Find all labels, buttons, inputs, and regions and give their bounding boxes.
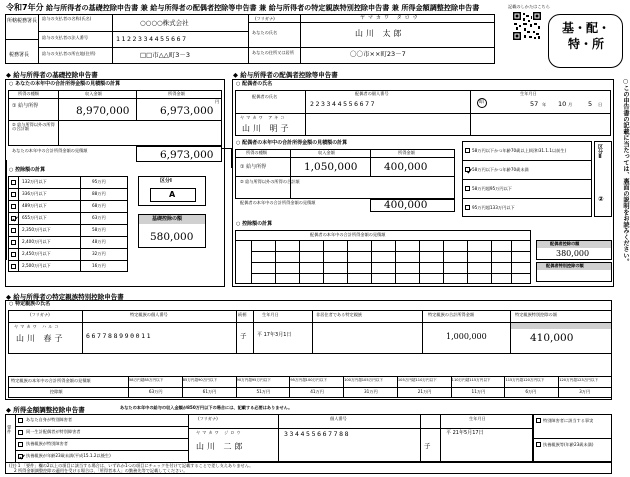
adjust-footnote1: (注) 1 「要件」欄の2以上の項目に該当する場合は、いずれか1つの項目にチェックを付けて記載することで差し支えありません。 — [9, 463, 254, 468]
tax-office-suffix: 税務署長 — [9, 52, 30, 58]
taxpayer-name[interactable]: 山川 太郎 — [355, 29, 405, 38]
relative-table-header: 110万円超115万円以下 — [451, 378, 491, 382]
adjust-right-col2: 扶養親族等(年齢23歳未満) — [543, 442, 594, 447]
basic-bracket-amount: 88万円 — [92, 191, 106, 196]
spouse-deduction-title: ○ 控除額の計算 — [236, 221, 273, 227]
spouse-name-title: ○ 配偶者の氏名 — [236, 81, 273, 87]
spouse-birth-day[interactable]: 5 — [588, 100, 593, 108]
basic-bracket-amount: 32万円 — [92, 251, 106, 256]
relative-table-header: 95万円超100万円以下 — [290, 378, 327, 382]
spouse-name-label: 配偶者の氏名 — [252, 94, 278, 99]
basic-bracket-checkbox[interactable] — [11, 264, 16, 269]
spouse-table-header: 配偶者の本年中の合計所得金額の見積額 — [310, 232, 386, 237]
adjust-option-label: あなた自身が特別障害者 — [26, 417, 73, 422]
spouse-deduction-title-text: 控除額の計算 — [242, 221, 273, 227]
col-revenue: 収入金額 — [85, 91, 102, 96]
adjust-option-checkbox[interactable] — [18, 442, 23, 447]
taxpayer-name-label: あなたの氏名 — [252, 30, 278, 35]
basic-income-title: ○ あなたの本年中の合計所得金額の見積額の計算 — [9, 81, 121, 87]
spouse-deduction-label: 配偶者控除の額 — [550, 241, 580, 246]
qr-code-icon[interactable] — [512, 11, 542, 41]
relative-name[interactable]: 山川 春子 — [16, 334, 66, 343]
payer-name[interactable]: ○○○○株式会社 — [140, 19, 189, 27]
adjust-option-label: 扶養親族が特別障害者 — [26, 441, 68, 446]
adjust-birth-day[interactable]: 17 — [472, 430, 479, 436]
basic-bracket-amount: 63万円 — [92, 215, 106, 220]
form-year: 令和7年分 — [6, 3, 44, 12]
spouse-age-option: 58万円以下かつ年齢70歳以上(昭和31.1.1以前生) — [472, 148, 567, 153]
spouse-age-checkbox[interactable] — [465, 205, 470, 210]
col-income: 所得金額 — [168, 91, 185, 96]
form-title: 給与所得者の基礎控除申告書 兼 給与所得者の配偶者控除等申告書 兼 給与所得者の特定親族特別控除申告書 兼 所得金額調整控除申告書 — [46, 3, 480, 12]
furigana-label: (フリガナ) — [255, 16, 275, 21]
payer-name-label: 給与の支払者の名称(氏名) — [42, 16, 92, 21]
basic-section-title-text: 給与所得者の基礎控除申告書 — [13, 71, 98, 79]
basic-class-value[interactable]: A — [169, 190, 176, 199]
taxpayer-address[interactable]: 〇〇市××町23－7 — [350, 50, 406, 58]
relative-table-header: 100万円超105万円以下 — [344, 378, 383, 382]
spouse-age-checkbox[interactable] — [465, 167, 470, 172]
basic-bracket-label: 2,350万円以下 — [22, 227, 51, 232]
relative-table-amount: 41万円 — [310, 389, 324, 394]
special-disability-checkbox[interactable] — [536, 418, 541, 423]
payer-address[interactable]: □□市△△町3－3 — [140, 51, 191, 59]
payer-number[interactable]: 1122334455667 — [116, 35, 188, 43]
spouse-age-checkbox[interactable] — [465, 148, 470, 153]
spouse-birth-era[interactable]: 昭 — [479, 99, 485, 105]
spouse-class-value[interactable]: ② — [598, 195, 604, 203]
basic-total-label: あなたの本年中の合計所得金額の見積額 — [12, 148, 88, 153]
adjust-option-checkbox[interactable] — [18, 418, 23, 423]
basic-revenue-value[interactable]: 8,970,000 — [76, 105, 130, 117]
row2-label: ② 給与所得以外の所得の合計額 — [12, 122, 55, 132]
relative-table-amount: 61万円 — [202, 389, 217, 394]
basic-bracket-checkbox[interactable] — [11, 192, 16, 197]
adjust-footnote2: 2 所得金額調整控除の適用を受ける場合は、「所得者本人」の勤務先等で記載してください。 — [14, 468, 188, 473]
relative-table-deduction-label: 控除額 — [50, 389, 63, 394]
spouse-total-value[interactable]: 400,000 — [384, 199, 428, 211]
spouse-number[interactable]: 223344556677 — [310, 100, 377, 108]
relative-birth-era[interactable]: 平 — [257, 332, 263, 338]
dependent-under23-checkbox[interactable] — [536, 442, 541, 447]
side-note: ○この申告書の記載に当たっては、裏面の説明をお読みください。 — [622, 78, 629, 265]
basic-bracket-label: 132万円以下 — [22, 179, 47, 184]
spouse-age-option: 95万円超133万円以下 — [472, 205, 515, 210]
relative-table-amount: 6万円 — [525, 389, 537, 394]
basic-deduction-amount[interactable]: 580,000 — [150, 231, 194, 243]
spouse-row1-label: ① 給与所得 — [240, 164, 267, 170]
spouse-income-value[interactable]: 400,000 — [384, 161, 428, 173]
relative-birth-year[interactable]: 17 — [263, 332, 270, 338]
basic-bracket-checkbox[interactable] — [11, 204, 16, 209]
yen-unit: 円 — [215, 99, 220, 104]
taxpayer-address-label: あなたの住所又は居所 — [252, 50, 294, 55]
adjust-note: あなたの本年中の給与の収入金額が850万円以下の場合には、記載する必要はありません。 — [120, 405, 293, 410]
spouse-special-label: 配偶者特別控除の額 — [546, 263, 584, 268]
basic-class-label: 区分Ⅰ — [160, 178, 172, 184]
spouse-row1-label-text: 給与所得 — [246, 164, 267, 170]
payer-number-label: 給与の支払者の法人番号 — [42, 35, 89, 40]
spouse-age-checkbox[interactable] — [465, 186, 470, 191]
adjust-relation[interactable]: 子 — [424, 442, 431, 450]
basic-bracket-checkbox[interactable] — [11, 216, 16, 221]
basic-bracket-label: 336万円以下 — [22, 191, 47, 196]
spouse-income-title: ○ 配偶者の本年中の合計所得金額の見積額の計算 — [236, 140, 348, 146]
relative-table-header: 120万円超123万円以下 — [559, 378, 599, 382]
basic-bracket-amount: 68万円 — [92, 203, 106, 208]
adjust-req-label: 要件 — [7, 425, 13, 434]
basic-deduction-title: ○ 控除額の計算 — [9, 167, 46, 173]
relative-birth-day[interactable]: 1 — [283, 332, 287, 338]
relative-table-amount: 51万円 — [256, 389, 271, 394]
basic-bracket-label: 2,400万円以下 — [22, 239, 51, 244]
relative-table-header: 105万円超110万円以下 — [397, 378, 437, 382]
basic-bracket-amount: 48万円 — [92, 239, 106, 244]
basic-bracket-checkbox[interactable] — [11, 228, 16, 233]
relative-section-title: ◆ 給与所得者の特定親族特別控除申告書 — [6, 293, 124, 301]
spouse-deduction-amount[interactable]: 380,000 — [556, 249, 590, 258]
relative-table-header: 90万円超95万円以下 — [236, 378, 271, 382]
relative-table-amount: 21万円 — [417, 389, 432, 394]
basic-bracket-amount: 95万円 — [92, 179, 106, 184]
spouse-age-option: 58万円以下かつ年齢70歳未満 — [472, 167, 529, 172]
basic-bracket-label: 2,500万円以下 — [22, 263, 51, 268]
relative-table-amount: 63万円 — [148, 389, 163, 394]
relative-name-title: ○ 特定親族の氏名 — [9, 301, 51, 307]
spouse-name-title-text: 配偶者の氏名 — [242, 81, 273, 87]
relative-name-title-text: 特定親族の氏名 — [15, 301, 51, 307]
spouse-name[interactable]: 山川 明子 — [242, 124, 292, 133]
basic-bracket-checkbox[interactable] — [11, 240, 16, 245]
tax-office-label: 所轄税務署長 — [7, 18, 38, 24]
spouse-number-label: 配偶者の個人番号 — [355, 91, 389, 96]
relative-deduction-amount[interactable]: 410,000 — [530, 332, 574, 344]
basic-deduction-label: 基礎控除の額 — [152, 216, 183, 222]
spouse-deduction-table — [235, 230, 531, 284]
row1-label: ① 給与所得 — [12, 103, 39, 109]
spouse-section-title-text: 給与所得者の配偶者控除等申告書 — [240, 71, 338, 79]
basic-income-value[interactable]: 6,973,000 — [160, 105, 214, 117]
basic-bracket-amount: 58万円 — [92, 227, 106, 232]
form-type-stamp-text: 基・配・特・所 — [561, 21, 610, 52]
basic-bracket-amount: 16万円 — [92, 263, 106, 268]
adjust-person-number[interactable]: 334455667788 — [284, 430, 351, 438]
adjust-person-name[interactable]: 山川 二郎 — [196, 442, 246, 451]
adjust-option-checkbox[interactable] — [18, 454, 23, 459]
relative-table-amount: 31万円 — [364, 389, 378, 394]
spouse-birth-month[interactable]: 10 — [558, 100, 567, 108]
basic-total-value[interactable]: 6,973,000 — [160, 149, 214, 161]
row2-label-text: 給与所得以外の所得の合計額 — [12, 122, 55, 132]
adjust-section-title-text: 所得金額調整控除申告書 — [13, 406, 85, 414]
basic-bracket-label: 655万円以下 — [22, 215, 47, 220]
adjust-option-label: 同一生計配偶者が特別障害者 — [26, 429, 81, 434]
spouse-revenue-value[interactable]: 1,050,000 — [304, 161, 358, 173]
relative-number[interactable]: 667788990011 — [86, 332, 153, 340]
relative-table-header: 85万円超90万円以下 — [182, 378, 218, 382]
spouse-age-option: 58万円超95万円以下 — [472, 186, 512, 191]
relative-kana[interactable]: ヤマカワ ハルコ — [14, 324, 61, 329]
spouse-birth-label: 生年月日 — [520, 91, 537, 96]
basic-bracket-label: 489万円以下 — [22, 203, 47, 208]
spouse-section-title: ◆ 給与所得者の配偶者控除等申告書 — [233, 71, 338, 79]
basic-income-title-text: あなたの本年中の合計所得金額の見積額の計算 — [15, 81, 121, 87]
basic-section-title: ◆ 給与所得者の基礎控除申告書 — [6, 71, 98, 79]
relative-table-header: 115万円超120万円以下 — [505, 378, 545, 382]
adjust-birth-year[interactable]: 21 — [452, 430, 459, 436]
relative-section-title-text: 給与所得者の特定親族特別控除申告書 — [13, 293, 124, 301]
relative-table-amount: 11万円 — [471, 389, 486, 394]
adjust-option-checkbox[interactable] — [18, 430, 23, 435]
row1-label-text: 給与所得 — [18, 103, 39, 109]
basic-bracket-checkbox[interactable] — [11, 180, 16, 185]
relative-table-header: 58万円超85万円以下 — [129, 378, 164, 382]
adjust-birth-month[interactable]: 5 — [464, 430, 468, 436]
basic-bracket-checkbox[interactable] — [11, 252, 16, 257]
taxpayer-kana[interactable]: ヤマカワ タロウ — [360, 15, 421, 21]
basic-deduction-title-text: 控除額の計算 — [15, 167, 46, 173]
spouse-class-label: 区分Ⅱ — [597, 144, 603, 160]
relative-income-value[interactable]: 1,000,000 — [446, 332, 487, 341]
relative-deduction-label: 特定親族特別控除の額 — [515, 312, 557, 317]
relative-relation[interactable]: 子 — [240, 332, 247, 340]
col-kind: 所得の種類 — [18, 91, 39, 96]
relative-table-amount: 3万円 — [579, 389, 591, 394]
adjust-section-title: ◆ 所得金額調整控除申告書 — [6, 406, 85, 414]
relative-table-row-label: 特定親族の本年中の合計所得金額の見積額 — [11, 378, 91, 383]
adjust-person-kana[interactable]: ヤマカワ ジロウ — [196, 430, 243, 435]
spouse-income-title-text: 配偶者の本年中の合計所得金額の見積額の計算 — [242, 140, 348, 146]
adjust-right-col1: 特別障害者に該当する事実 — [543, 418, 594, 423]
spouse-birth-year[interactable]: 57 — [530, 100, 539, 108]
basic-bracket-label: 2,450万円以下 — [22, 251, 51, 256]
relative-birth-month[interactable]: 3 — [275, 332, 279, 338]
qr-caption: 記載のしかたはこちら — [508, 4, 550, 9]
payer-address-label: 給与の支払者の所在地(住所) — [42, 51, 96, 56]
spouse-kana[interactable]: ヤマカワ アキコ — [240, 115, 287, 120]
adjust-birth-era[interactable]: 平 — [446, 430, 452, 436]
adjust-option-label: 扶養親族が年齢23歳未満(平成15.1.2以後生) — [26, 453, 111, 458]
